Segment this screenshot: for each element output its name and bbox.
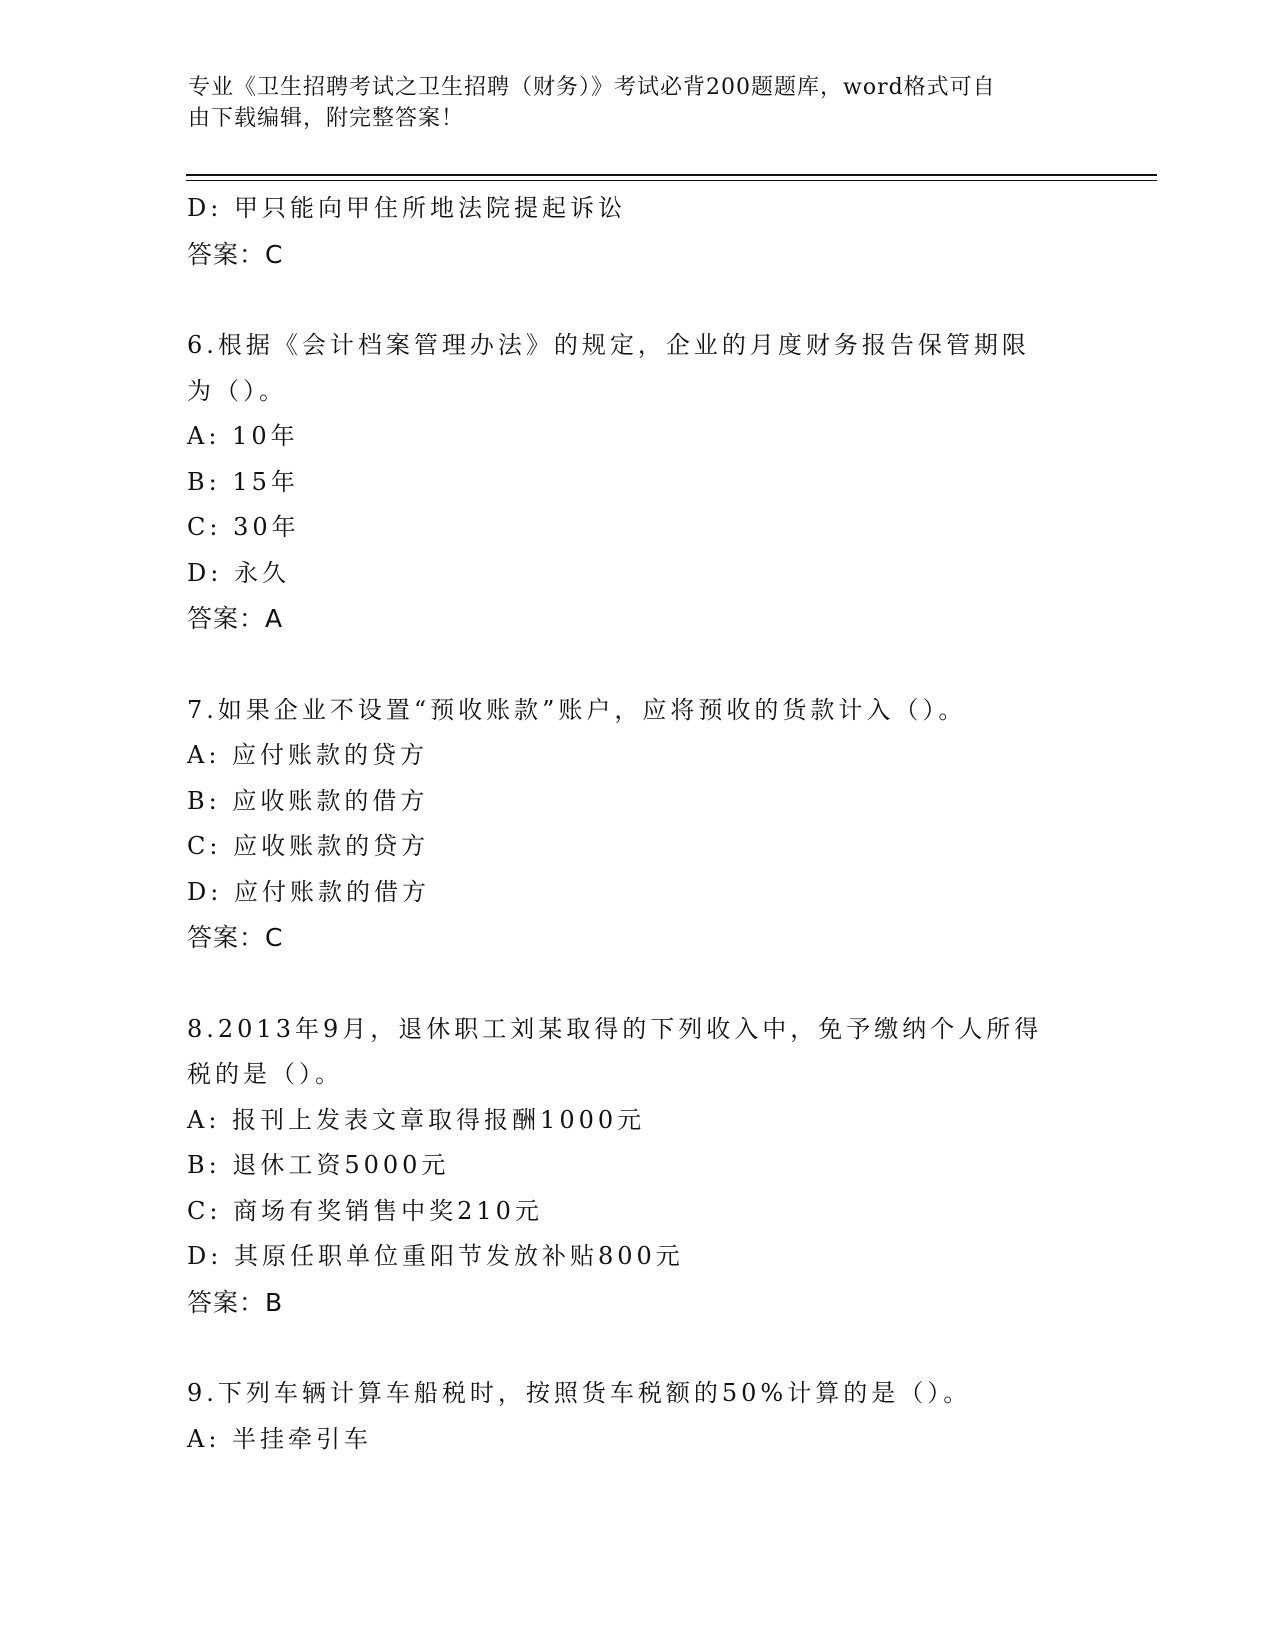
question-8 [187,1007,1087,1326]
question-list [187,186,1087,1462]
question-gap [187,1325,1087,1371]
option-c: C: 应收账款的贷方 [187,832,430,860]
question-stem: 7.如果企业不设置“预收账款”账户，应将预收的货款计入（）。 [187,695,967,724]
option-d: D: 甲只能向甲住所地法院提起诉讼 [187,194,626,222]
option-a: A: 10年 [187,422,299,450]
question-gap [187,277,1087,323]
answer-line: 答案：B [187,1287,284,1317]
answer-line: 答案：C [187,923,284,952]
question-gap [187,642,1087,688]
option-c: C: 商场有奖销售中奖210元 [187,1196,543,1225]
option-d: D: 其原任职单位重阳节发放补贴800元 [187,1242,684,1270]
question-6 [187,323,1087,642]
question-stem-continued: 税的是（）。 [187,1060,343,1088]
answer-line: 答案：C [187,239,284,269]
answer-line: 答案：A [187,604,284,633]
option-b: B: 15年 [187,467,299,496]
option-d: D: 应付账款的借方 [187,877,430,906]
question-9 [187,1371,1087,1462]
option-a: A: 半挂牵引车 [187,1424,373,1453]
option-a: A: 报刊上发表文章取得报酬1000元 [187,1105,646,1134]
question-5-tail [187,186,1087,277]
question-stem: 8.2013年9月，退休职工刘某取得的下列收入中，免予缴纳个人所得 [187,1014,1043,1043]
option-a: A: 应付账款的贷方 [187,741,429,769]
header-line-1: 专业《卫生招聘考试之卫生招聘（财务）》考试必背200题题库，word格式可自 [188,75,996,100]
question-gap [187,961,1087,1007]
option-b: B: 应收账款的借方 [187,786,429,815]
option-c: C: 30年 [187,513,300,541]
header-divider-thin [186,180,1157,181]
question-stem-continued: 为（）。 [187,376,287,405]
header-divider-thick [186,174,1157,176]
header-line-2: 由下载编辑，附完整答案！ [188,106,465,131]
document-header [188,72,1068,134]
question-stem: 6.根据《会计档案管理办法》的规定，企业的月度财务报告保管期限 [187,331,1030,359]
option-b: B: 退休工资5000元 [187,1151,450,1179]
option-d: D: 永久 [187,558,290,587]
question-7 [187,688,1087,961]
question-stem: 9.下列车辆计算车船税时，按照货车税额的50%计算的是（）。 [187,1379,972,1407]
